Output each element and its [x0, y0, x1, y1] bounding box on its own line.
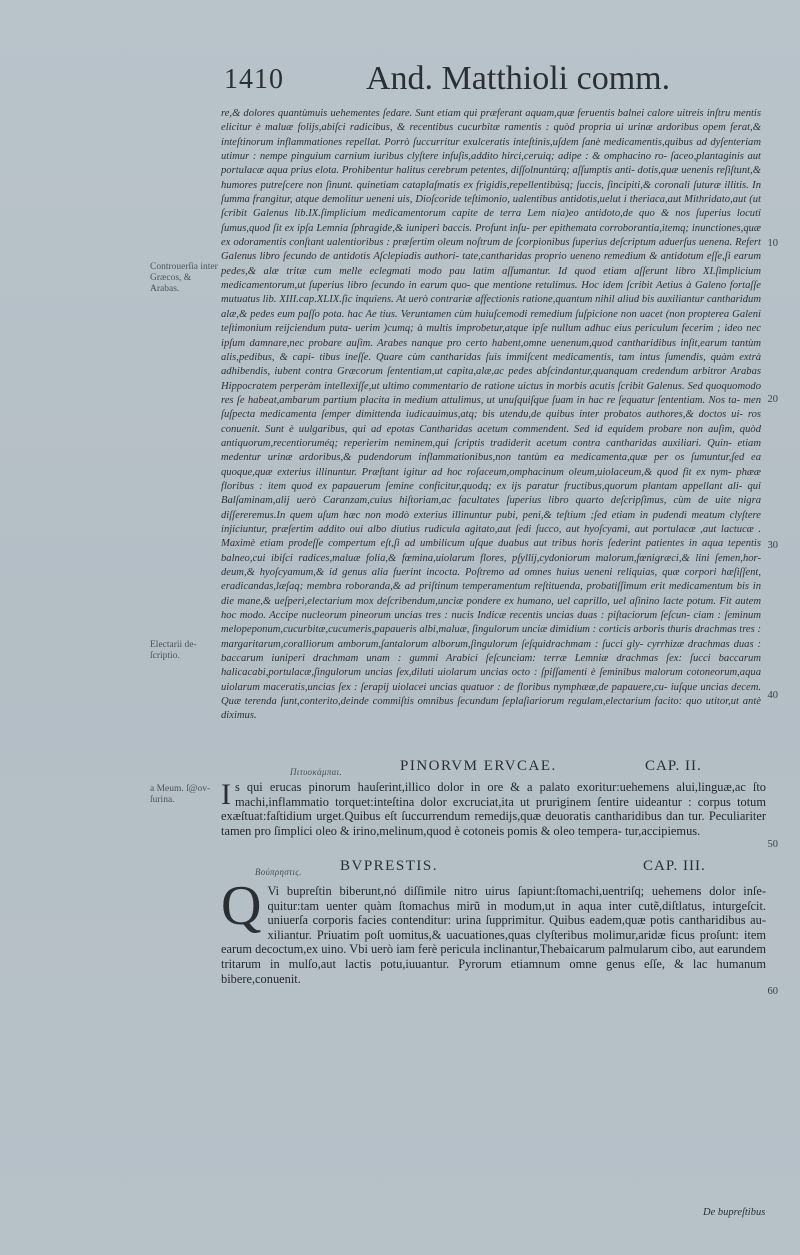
greek-title: Βούπρηστις.	[255, 867, 302, 877]
page-number: 1410	[224, 64, 284, 95]
line-number: 60	[767, 986, 778, 997]
catchword: De bupreſtibus	[703, 1207, 766, 1218]
chapter-3-heading	[255, 858, 760, 880]
chapter-paragraph: s qui erucas pinorum hauſerint,illico dolor in ore & a palato exoritur:uehemens alui,linguæ,ac ſto machi,inflammatio torquet:inteſtina dolor excruciat,ita ut pruriginem ſentire uideantur : corpus totum exæſtuat:faſtidium urget.Quibus eſt ſuccurrendum remedijs,quæ deuoratis cantharidibus dan tur. Peculiariter tamen pro ſimplici oleo & irino,melinum,quod è cotoneis pomis & oleo tempera- tur,accipiemus.	[221, 780, 766, 838]
chapter-2-heading	[290, 758, 760, 780]
chapter-2-text	[221, 780, 766, 838]
chapter-3-text	[221, 875, 766, 986]
line-number: 30	[767, 540, 778, 551]
chapter-title: PINORVM ERVCAE.	[400, 758, 557, 774]
running-head: And. Matthioli comm.	[366, 60, 671, 97]
drop-cap: I	[221, 778, 231, 811]
chapter-title: BVPRESTIS.	[340, 858, 438, 874]
margin-note-controversia: Controuerſia inter Græcos, & Arabas.	[150, 262, 218, 294]
line-number: 50	[767, 839, 778, 850]
drop-cap: Q	[221, 875, 262, 937]
page-header	[0, 60, 800, 104]
greek-title: Πιτυοκάμπαι.	[290, 767, 342, 777]
line-number: 20	[767, 394, 778, 405]
margin-note-electarii: Electarii de- ſcriptio.	[150, 640, 197, 661]
commentary-text	[221, 107, 761, 724]
chapter-number: CAP. II.	[645, 758, 702, 774]
margin-note-meum: a Meum. ſ@ov- ſurina.	[150, 784, 211, 805]
chapter-number: CAP. III.	[643, 858, 706, 874]
chapter-paragraph: Vi bupreſtin biberunt,nó diſſimile nitro uirus ſapiunt:ſtomachi,uentriſq; uehemens dolor inſe- quitur:tam uenter quàm ſtomachus mirũ in modum,ut in aqua inter cutẽ,diſtlatus, inturgeſcit. uniuerſa corporis facies contenditur: urina ſupprimitur. Quibus eadem,quæ potis cantharidibus au- xiliantur. Priuatim poſt uomitus,& uacuationes,quas clyſteribus molimur,aridæ ficus proſunt: item earum decoctum,ex uino. Vbi uerò iam ferè pericula inclinantur,Thebaicarum palmularum cibo, aut earundem tritarum in mulſo,aut lactis potu,iuuantur. Pyrorum etiamnum omne genus eſſe, & lac humanum bibere,conuenit.	[221, 884, 766, 986]
line-number: 10	[767, 238, 778, 249]
line-number: 40	[767, 690, 778, 701]
commentary-paragraph: re,& dolores quantùmuis uehementes ſedare. Sunt etiam qui præferant aquam,quæ feruentis balnei calore uitreis inſtru mentis elicitur è maluæ folijs,abiſci radicibus, & recentibus cucurbitæ ramentis : quòd propria ui urinæ ardoribus opem ferat,& inteſtinorum inflammationes repellat. Porrò ſuccurritur exulceratis inteſtinis,uſdem ſanè medicamentis,quibus ad dyſenteriam utimur : nempe pinguium carnium iuribus clyſtere infuſis,addito hirci,ceruiq; adipe : & omphacino ro- ſaceo,plantaginis aut portulacæ aqua prius elota. Prohibentur halitus cerebrum petentes, diſſolnuntúrq; aſſumptis anti- dotis,quæ uenenis reſiſtunt,& humores putreſcere non ſinunt. quinetiam cataplaſmatis ex frigidis,repellentibúsq; ſuccis, ſincipiti,& coronali ſuturæ illitis. In ſumma frangitur, atque demolitur ueneni uis, Dioſcoride teſtimonio, ualentibus antidotis,uelut i theriaca,aut Mithridato,aut (ut ſcribit Galenus lib.IX.ſimplicium medicamentorum capite de terra Lem nia)eo antidoto,de quo & nos ſuperius locuti ſumus,quod ſit ex ipſa Lemnia ſphragide,& iuniperi baccis. Profunt inſu- per epithemata corroborantia,itemq; inunctiones,quæ ex odoramentis conſtant ualentioribus : præſertim oleum noſtrum de ſcorpionibus ſuperius deſcriptum aduerſus uenena. Refert Galenus libro ſecundo de antidotis Aſclepiadis authori- tate,cantharidas proprio ueneno remedium & antidotum eſſe,ſi earum pedes,& alæ tritæ cum melle eclegmati modo pau latim aſſumantur. Id quod etiam aſſerunt libro XI.ſimplicium medicamentorum,ut ſuperius libro ſecundo in earum quo- que mentione retulimus. Hoc idem ſcribit Aetius à Galeno fortaſſe mutuatus lib. XIII.cap.XLIX.ſic inquiens. At uerò contrariæ affectionis ratione,quantum nihil aliud bis auxiliantur cantharidum alæ,& pedes eum paſſo pota. hac Ae tius. Veruntamen cùm huiuſcemodi remedium ſuſpicione non uacet (non propterea Galeni teſtimonium reijciendum puta- uerim )cumq; à multis improbetur,atque ipſe nullum adhuc eius periculum fecerim ; ideo nec ipſum damnare,nec probare auſim. Arabes nanque pro certo habent,omne uenenum,quod cantharidibus inſit,earum tantùm alis,pedibus, & capi- tibus ineſſe. Quare cùm cantharidas ſuis immiſcent medicamentis, tam intus ſumendis, quàm extrà adhibendis, iubent contra Græcorum ſententiam,ut capita,alæ,ac pedes abſcindantur,quanquam credendum arbitror Arabas Hippocratem perperàm intellexiſſe,ut ultimo commentario de ratione uictus in morbis acutis ſcribit Galenus. Sed quoquomodo res ſe habeat,ambarum partium placita in medium attulimus, ut unuſquiſque ſuam in hac re ſequatur ſententiam. Nos ta- men ſuſpecta medicamenta ſemper dimittenda iudicauimus,atq; bis utendu,de quibus inter probatos authores,& doctos ui- ros conuenit. Sunt è uulgaribus, qui ad epotas Cantharidas acetum commendent. Sed id equidem probare non auſim, quòd antiquorum,recentioruméq; reperierim neminem,qui ſcriptis tradiderit acetum contra cantharidas auxiliari. Quin- etiam medentur urinæ ardoribus,& pudendorum inflammationibus,non tantùm ea medicamenta,quæ per os ſumuntur,ſed ea quoque,quæ exterius illinuntur. Præſtant igitur ad hoc roſaceum,omphacinum oleum,uiolaceum,& quod fit ex nym- phææ floribus : item quod ex papauerum ſemine conficitur,quodq; ex ijs paratur fructibus,quorum plantam appellant ali- qui Balſaminam,alij uerò Caranzam,cuius hiſtoriam,ac facultates ſuperius libro quarto deſcripſimus, cùm de uite nigra diſſereremus.In quem uſum hæc non modò exterius illinuntur pubi, peni,& teſtium ;ſed etiam in pudendi meatum clyſtere injiciuntur, præſertim addito oui albo diutius rudicula agitato,aut ſedi ſucco, aut hyoſcyami, aut portulacæ ,aut lactucæ . Maximè etiam prodeſſe compertum eſt,ſi ad umbilicum uſque duabus aut tribus horis ſederint patientes in aqua tepentis balneo,cui ibiſci radices,maluæ folia,& fœmina,uiolarum flores, pſyllij,cydoniorum malorum,fœnigræci,& lini ſemen,hor- deum,& hyoſcyamum,& id genus alia fuerint incocta. Poſtremo ad omnes huius ueneni reliquias, quæ corpori hæſiſſent, eradicandas,læſaq; membra roboranda,& ad priſtinum temperamentum reſtituenda, probatiſſimum erit medicamentum bis in die mane,& ueſperi,electarium mox deſcribendum,unciæ pondere ex humano, uel caprillo, uel aſinino lacte potum. Fit autem hoc modo. Accipe nucleorum pineorum uncias tres : nucis Indicæ recentis uncias duas : piſtaciorum ſeſcun- ciam : ſeminum melopeponum,cucurbitæ,cucumeris,papaueris albi,maluæ, ſingulorum unciæ dimidium : corticis arboris thuris drachmas tres : margaritarum,coralliorum amborum,ſantalorum alborum,ſingulorum ſeſquidrachmam : ſucci gly- cyrrhizæ drachmas duas : baccarum iuniperi drachmam unam : gummi Arabici ſeſcunciam: terræ Lemniæ drachmas ſex: ſucci baccarum halicacabi,portulacæ,ſingulorum uncias ſex,diluti uiolarum uncias octo : ſpiſſamenti è ſeminibus malorum cotoneorum,aqua uiolarum maceratis,uncias ſex : ſerapij uiolacei uncias quatuor : de floribus nymphææ,de papauere,cu- iuſque uncias decem. Quæ terenda ſunt,conterito,deinde commiſtis omnibus ſecundum ſeplaſiariorum regulam,electarium facito: quo utitor,ut antè diximus.	[221, 108, 761, 722]
